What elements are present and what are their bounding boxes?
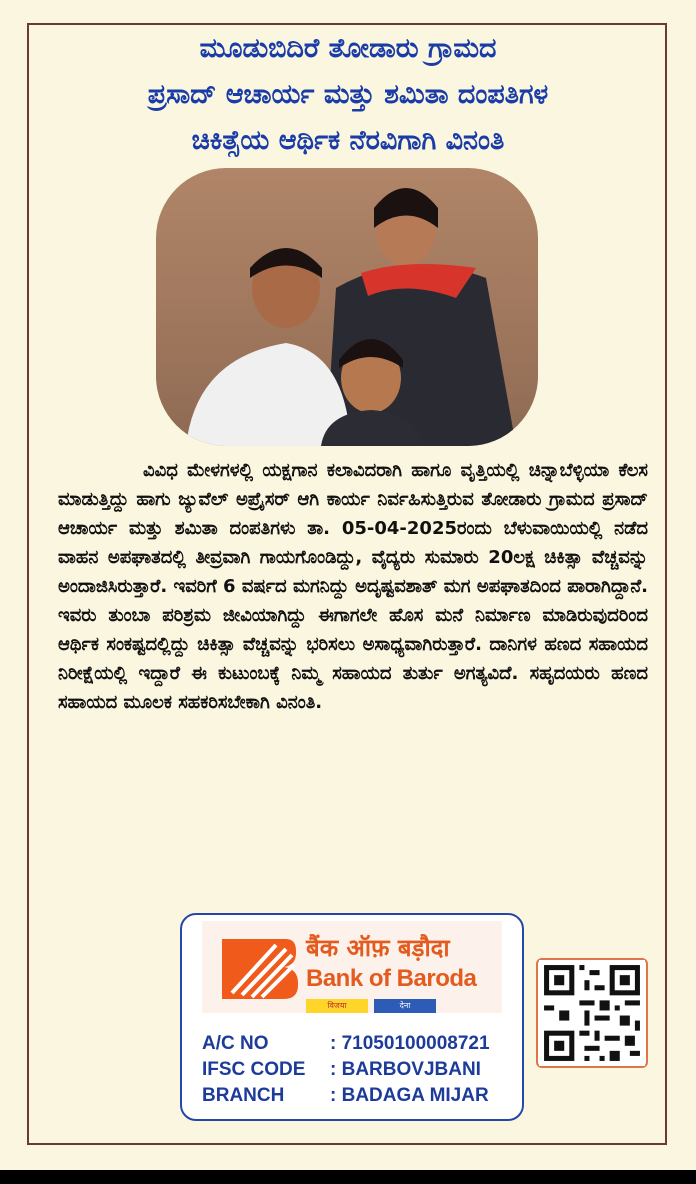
title-line-1: ಮೂಡುಬಿದಿರೆ ತೋಡಾರು ಗ್ರಾಮದ xyxy=(199,33,497,64)
bank-details-card xyxy=(180,913,524,1121)
branch-label: BRANCH xyxy=(202,1085,285,1106)
qr-code-icon[interactable] xyxy=(536,958,648,1068)
ifsc-value: : BARBOVJBANI xyxy=(330,1059,481,1080)
vijaya-tag: विजया xyxy=(306,999,368,1013)
bank-name-english: Bank of Baroda xyxy=(306,965,477,992)
bank-logo-area xyxy=(202,921,502,1013)
account-number-value: : 71050100008721 xyxy=(330,1033,490,1054)
account-number-label: A/C NO xyxy=(202,1033,269,1054)
title-line-2: ಪ್ರಸಾದ್ ಆಚಾರ್ಯ ಮತ್ತು ಶಮಿತಾ ದಂಪತಿಗಳ xyxy=(147,79,549,110)
qr-code-pattern xyxy=(538,960,646,1066)
bank-name-hindi: बैंक ऑफ़ बड़ौदा xyxy=(306,934,450,962)
family-photo-illustration xyxy=(156,168,538,446)
dena-tag: देना xyxy=(374,999,436,1013)
branch-value: : BADAGA MIJAR xyxy=(330,1085,489,1106)
ifsc-label: IFSC CODE xyxy=(202,1059,306,1080)
family-photo xyxy=(156,168,538,446)
title-line-3: ಚಿಕಿತ್ಸೆಯ ಆರ್ಥಿಕ ನೆರವಿಗಾಗಿ ವಿನಂತಿ xyxy=(191,125,505,156)
appeal-body-text: ವಿವಿಧ ಮೇಳಗಳಲ್ಲಿ ಯಕ್ಷಗಾನ ಕಲಾವಿದರಾಗಿ ಹಾಗೂ ವೃತ್ತಿಯಲ್ಲಿ ಚಿನ್ನಾಬೆಳ್ಳಿಯಾ ಕೆಲಸ ಮಾಡುತ್ತಿದ್ದು ಹಾಗು ಜ್ಯುವೆಲ್ ಅಪ್ರೈಸರ್ ಆಗಿ ಕಾರ್ಯ ನಿರ್ವಹಿಸುತ್ತಿರುವ ತೋಡಾರು ಗ್ರಾಮದ ಪ್ರಸಾದ್ ಆಚಾರ್ಯ ಮತ್ತು ಶಮಿತಾ ದಂಪತಿಗಳು ತಾ. 05-04-2025ರಂದು ಬೆಳುವಾಯಿಯಲ್ಲಿ ನಡೆದ ವಾಹನ ಅಪಘಾತದಲ್ಲಿ ತೀವ್ರವಾಗಿ ಗಾಯಗೊಂಡಿದ್ದು, ವೈದ್ಯರು ಸುಮಾರು 20ಲಕ್ಷ ಚಿಕಿತ್ಸಾ ವೆಚ್ಚವನ್ನು ಅಂದಾಜಿಸಿರುತ್ತಾರೆ. ಇವರಿಗೆ 6 ವರ್ಷದ ಮಗನಿದ್ದು ಅದೃಷ್ಟವಶಾತ್ ಮಗ ಅಪಘಾತದಿಂದ ಪಾರಾಗಿದ್ದಾನೆ. ಇವರು ತುಂಬಾ ಪರಿಶ್ರಮ ಜೀವಿಯಾಗಿದ್ದು ಈಗಾಗಲೇ ಹೊಸ ಮನೆ ನಿರ್ಮಾಣ ಮಾಡಿರುವುದರಿಂದ ಆರ್ಥಿಕ ಸಂಕಷ್ಟದಲ್ಲಿದ್ದು ಚಿಕಿತ್ಸಾ ವೆಚ್ಚವನ್ನು ಭರಿಸಲು ಅಸಾಧ್ಯವಾಗಿರುತ್ತಾರೆ. ದಾನಿಗಳ ಹಣದ ಸಹಾಯದ ನಿರೀಕ್ಷೆಯಲ್ಲಿ ಇದ್ದಾರೆ ಈ ಕುಟುಂಬಕ್ಕೆ ನಿಮ್ಮ ಸಹಾಯದ ತುರ್ತು ಅಗತ್ಯವಿದೆ. ಸಹೃದಯರು ಹಣದ ಸಹಾಯದ ಮೂಲಕ ಸಹಕರಿಸಬೇಕಾಗಿ ವಿನಂತಿ. xyxy=(58,460,648,713)
bank-of-baroda-logo-icon xyxy=(216,933,300,1003)
